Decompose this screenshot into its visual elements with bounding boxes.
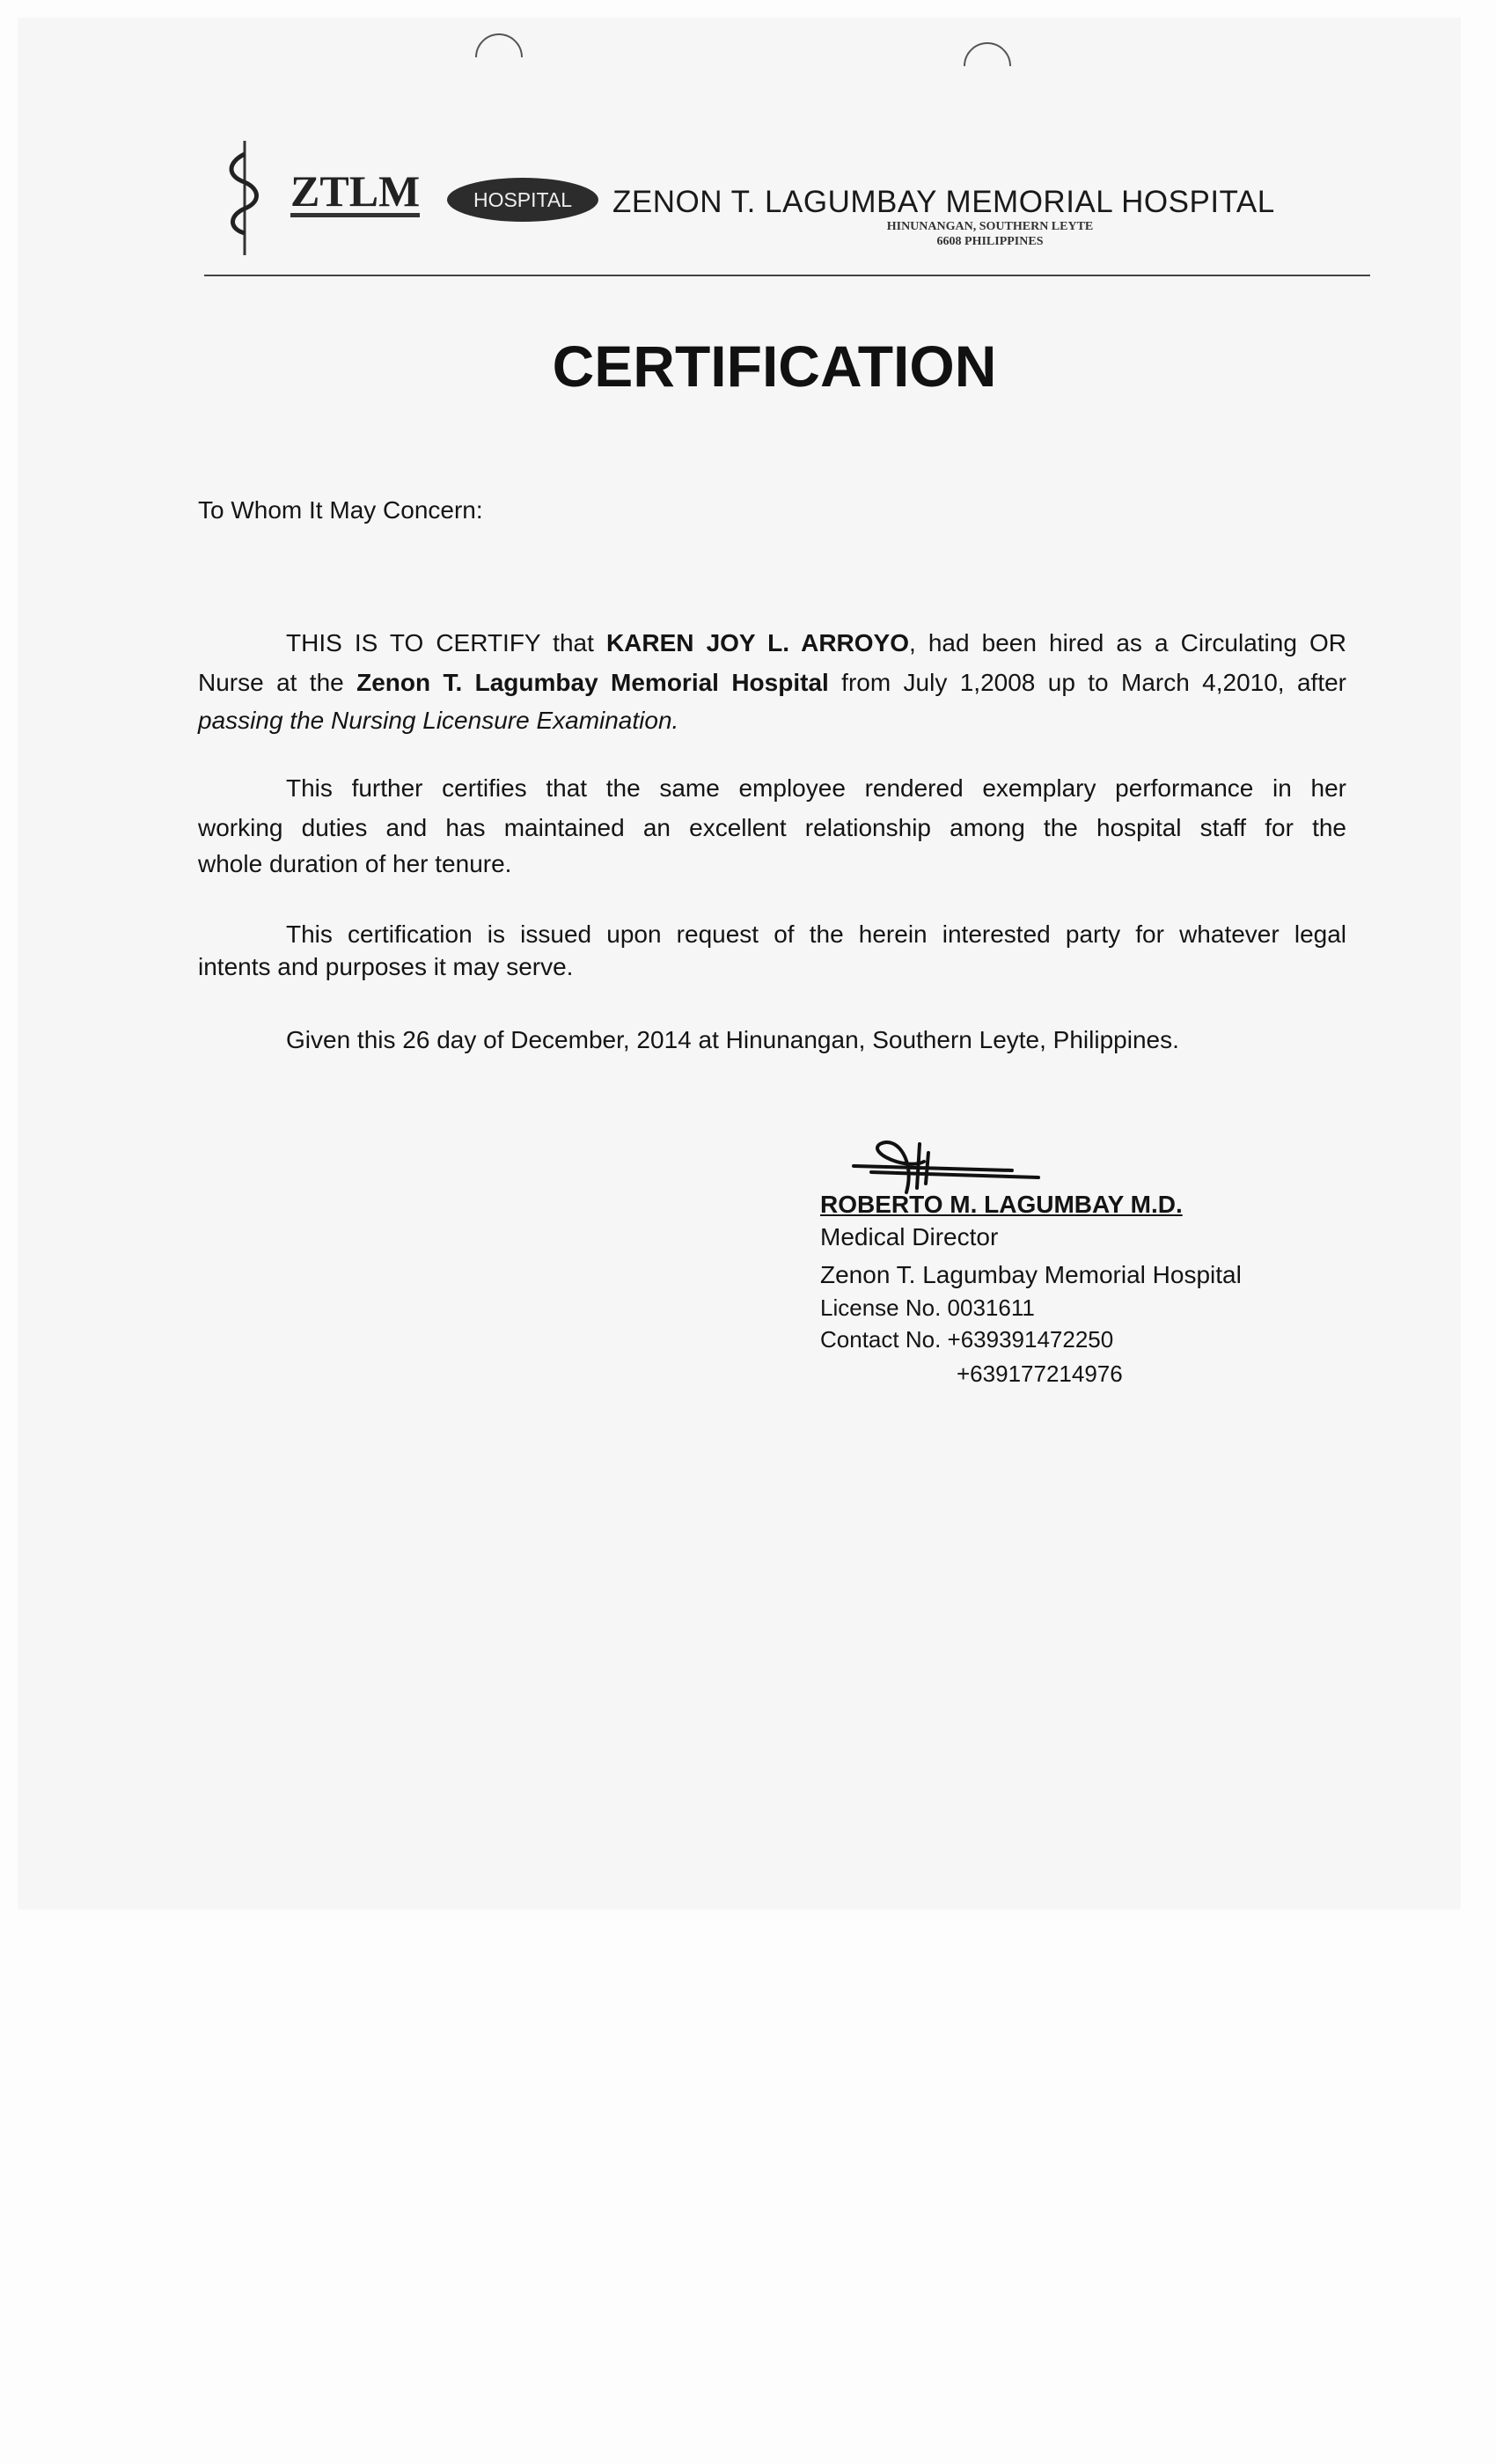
logo-abbrev: ZTLM [290,166,421,216]
paragraph3-line: intents and purposes it may serve. [198,953,574,980]
given-line: Given this 26 day of December, 2014 at Hinunangan, Southern Leyte, Philippines. [286,1026,1179,1053]
header-divider [204,275,1370,276]
address-line: HINUNANGAN, SOUTHERN LEYTE [886,220,1094,233]
signatory-license: License No. 0031611 [820,1294,1035,1321]
signatory-contact-2: +639177214976 [957,1360,1123,1387]
paragraph1-line: THIS IS TO CERTIFY that KAREN JOY L. ARROYO, had been hired as a Circulating OR [286,629,1346,656]
paragraph3-line: This certification is issued upon request of the herein interested party for whatever legal [286,920,1346,948]
logo-badge: HOSPITAL [447,178,598,222]
paragraph1-line: Nurse at the Zenon T. Lagumbay Memorial Hospital from July 1,2008 up to March 4,2010, after [198,669,1346,696]
paragraph2-line: This further certifies that the same employee rendered exemplary performance in her [286,774,1346,802]
paragraph1-line: passing the Nursing Licensure Examination. [198,707,679,734]
document-title: CERTIFICATION [552,334,997,399]
signatory-organization: Zenon T. Lagumbay Memorial Hospital [820,1261,1242,1288]
signatory-name: ROBERTO M. LAGUMBAY M.D. [820,1191,1183,1218]
caduceus-icon [227,136,262,260]
salutation: To Whom It May Concern: [198,496,483,524]
paragraph2-line: whole duration of her tenure. [198,850,512,877]
signatory-position: Medical Director [820,1223,999,1250]
hospital-name: ZENON T. LAGUMBAY MEMORIAL HOSPITAL [612,185,1275,219]
employee-name: KAREN JOY L. ARROYO [605,629,909,656]
paragraph2-line: working duties and has maintained an excellent relationship among the hospital staff for the [198,814,1346,841]
signatory-contact: Contact No. +639391472250 [820,1326,1114,1353]
hospital-ref: Zenon T. Lagumbay Memorial Hospital [356,669,829,696]
signature [845,1126,1074,1197]
address-line: 6608 PHILIPPINES [936,235,1044,248]
